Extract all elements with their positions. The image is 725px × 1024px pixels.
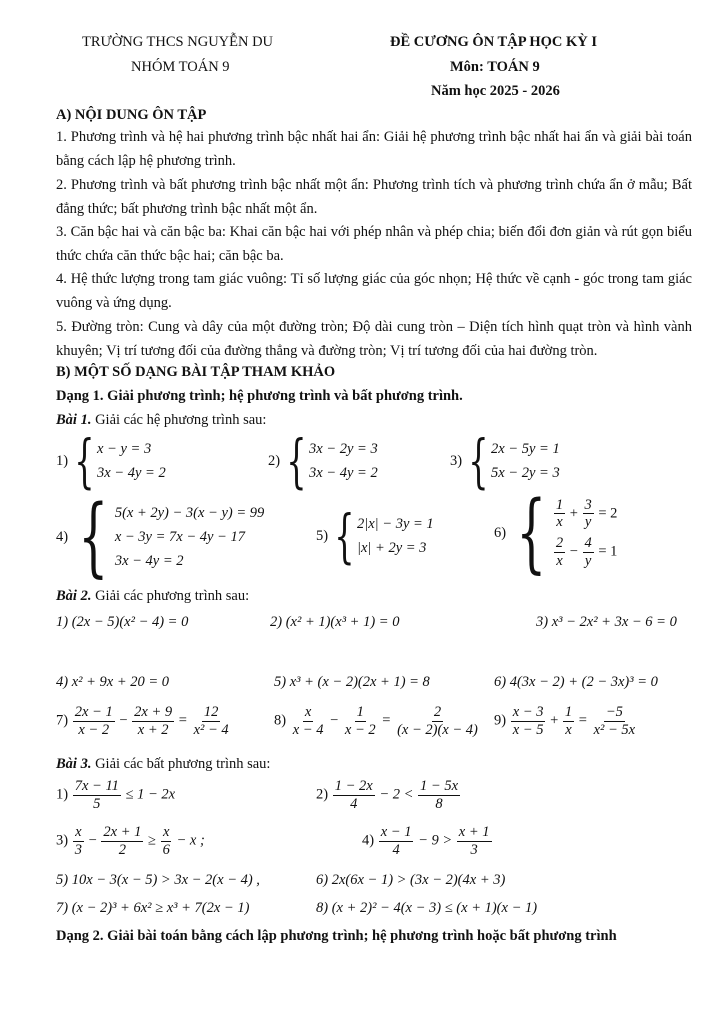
equation-5: 5) x³ + (x − 2)(2x + 1) = 8 — [274, 674, 430, 690]
section-a-item-1: 1. Phương trình và hệ hai phương trình bậc nhất hai ẩn: Giải hệ phương trình bậc nhất hai ẩn và giải bài toán bằng cách lập hệ phương trình. — [56, 129, 692, 169]
equation-3: 3) x³ − 2x² + 3x − 6 = 0 — [536, 614, 677, 630]
bai-2-label: Bài 2. — [56, 588, 92, 604]
system-3: 3) { 2x − 5y = 1 5x − 2y = 3 — [450, 427, 560, 495]
equation-1: 1) (2x − 5)(x² − 4) = 0 — [56, 614, 189, 630]
section-a-heading: A) NỘI DUNG ÔN TẬP — [56, 107, 207, 123]
system-1: 1) { x − y = 3 3x − 4y = 2 — [56, 427, 166, 495]
system-2: 2) { 3x − 2y = 3 3x − 4y = 2 — [268, 427, 378, 495]
group-name: NHÓM TOÁN 9 — [131, 59, 230, 75]
school-year: Năm học 2025 - 2026 — [431, 83, 560, 99]
section-a-item-5: 5. Đường tròn: Cung và dây của một đường tròn; Độ dài cung tròn – Diện tích hình quạt tròn và hình vành khuyên; Vị trí tương đối của đường thẳng và đường tròn; Vị trí tương đối của hai đường tròn. — [56, 319, 692, 359]
dang-1-heading: Dạng 1. Giải phương trình; hệ phương trình và bất phương trình. — [56, 388, 463, 404]
equation-4: 4) x² + 9x + 20 = 0 — [56, 674, 170, 690]
inequality-4: 4) $\frac{x - 1}{4}$ − 9 > $\frac{x + 1}{3}$ — [362, 824, 490, 858]
subject: Môn: TOÁN 9 — [450, 59, 540, 75]
system-5: 5) { 2|x| − 3y = 1 |x| + 2y = 3 — [316, 502, 434, 570]
bai-1-label: Bài 1. — [56, 412, 92, 428]
bai-3 — [56, 756, 270, 773]
system-4: 4) { 5(x + 2y) − 3(x − y) = 99 x − 3y = 7x − 4y − 17 3x − 4y = 2 — [56, 487, 265, 587]
section-b-heading: B) MỘT SỐ DẠNG BÀI TẬP THAM KHẢO — [56, 364, 336, 380]
bai-2-text: Giải các phương trình sau: — [95, 588, 250, 604]
section-a-item-2: 2. Phương trình và bất phương trình bậc nhất một ẩn: Phương trình tích và phương trình chứa ẩn ở mẫu; Bất đẳng thức; bất phương trình bậc nhất một ẩn. — [56, 177, 692, 217]
bai-3-text: Giải các bất phương trình sau: — [95, 756, 271, 772]
inequality-3: 3) $\frac{x}{3}$ − $\frac{2x + 1}{2}$ ≥ $\frac{x}{6}$ − x ; — [56, 824, 205, 858]
school-name: TRƯỜNG THCS NGUYỄN DU — [82, 34, 274, 50]
inequality-5: 5) 10x − 3(x − 5) > 3x − 2(x − 4) , — [56, 872, 260, 888]
system-6: 6) { $\frac{1}{x}$ + $\frac{3}{y}$ = 2 $\frac{2}{x}$ − $\frac{4}{y}$ = 1 — [494, 483, 618, 583]
bai-2 — [56, 588, 249, 605]
section-a-item-4: 4. Hệ thức lượng trong tam giác vuông: Tỉ số lượng giác của góc nhọn; Hệ thức về cạnh - góc trong tam giác vuông và ứng dụng. — [56, 271, 692, 311]
equation-8: 8) $\frac{x}{x - 4}$ − $\frac{1}{x - 2}$ = $\frac{2}{(x - 2)(x - 4)}$ — [274, 704, 478, 738]
bai-3-label: Bài 3. — [56, 756, 92, 772]
doc-title: ĐỀ CƯƠNG ÔN TẬP HỌC KỲ I — [390, 34, 598, 50]
equation-2: 2) (x² + 1)(x³ + 1) = 0 — [270, 614, 400, 630]
inequality-7: 7) (x − 2)³ + 6x² ≥ x³ + 7(2x − 1) — [56, 900, 250, 916]
inequality-8: 8) (x + 2)² − 4(x − 3) ≤ (x + 1)(x − 1) — [316, 900, 538, 916]
bai-1-text: Giải các hệ phương trình sau: — [95, 412, 267, 428]
equation-6: 6) 4(3x − 2) + (2 − 3x)³ = 0 — [494, 674, 658, 690]
inequality-6: 6) 2x(6x − 1) > (3x − 2)(4x + 3) — [316, 872, 506, 888]
dang-2-heading: Dạng 2. Giải bài toán bằng cách lập phương trình; hệ phương trình hoặc bất phương trình — [56, 928, 617, 944]
inequality-2: 2) $\frac{1 - 2x}{4}$ − 2 < $\frac{1 - 5x}{8}$ — [316, 778, 459, 812]
equation-7: 7) $\frac{2x - 1}{x - 2}$ − $\frac{2x + 9}{x + 2}$ = $\frac{12}{\text{x² − 4}}$ — [56, 704, 229, 738]
section-a-item-3: 3. Căn bậc hai và căn bậc ba: Khai căn bậc hai với phép nhân và phép chia; biến đổi đơn giản và rút gọn biểu thức chứa căn thức bậc hai; căn bậc ba. — [56, 224, 692, 264]
inequality-1: 1) $\frac{7x - 11}{5}$ ≤ 1 − 2x — [56, 778, 176, 812]
equation-9: 9) $\frac{x - 3}{x - 5}$ + $\frac{1}{x}$ = $\frac{-5}{\text{x² − 5x}}$ — [494, 704, 636, 738]
